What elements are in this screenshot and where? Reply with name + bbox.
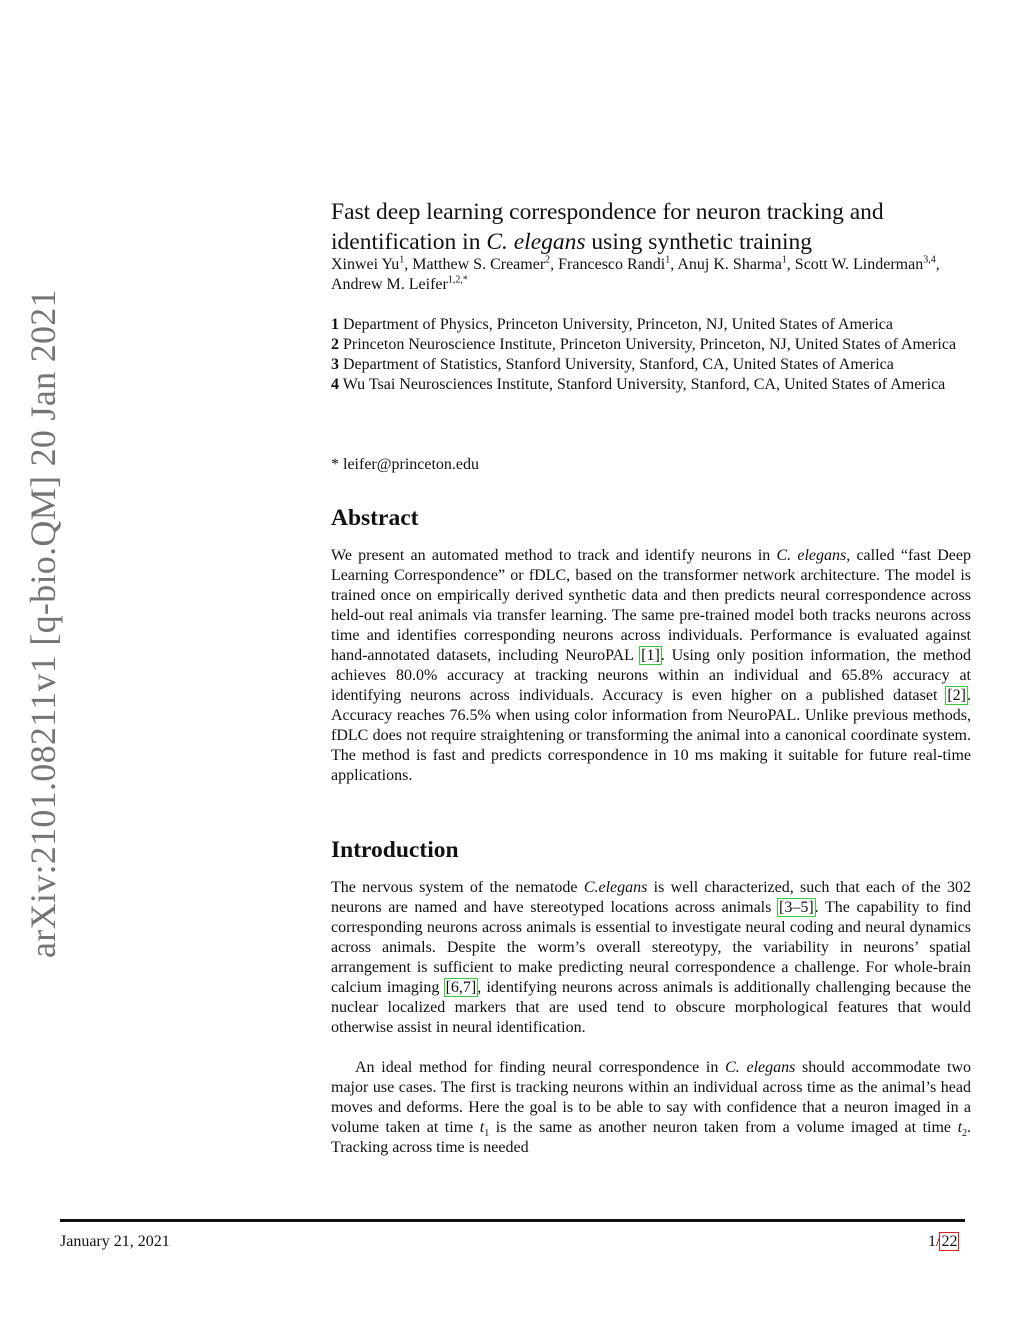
abstract-heading: Abstract [331,505,419,531]
intro-species: C. elegans [725,1059,796,1076]
author-affil: 1 [399,254,405,266]
author: Anuj K. Sharma [677,256,782,273]
citation-link[interactable]: [1] [641,647,660,664]
abstract-species: C. elegans [776,547,847,564]
author-affil: 1 [781,254,787,266]
citation-link[interactable]: [3–5] [778,899,814,916]
author-affil: 3,4 [923,254,936,266]
page-current: 1/ [928,1233,941,1250]
footer-date: January 21, 2021 [60,1233,170,1250]
affiliation-number: 2 [331,336,339,353]
time-variable: t [479,1119,485,1136]
intro-paragraph-1 [331,878,971,1038]
intro-text: is well characterized, such that each of the 302 neurons are named and have stereotyped locations across animals [331,879,972,916]
abstract-text: . Using only position information, the method achieves 80.0% accuracy at tracking neurons within an individual and 65.8% accuracy at identifying neurons across individuals. Accuracy is even higher on a published dataset [331,647,972,704]
page-number [928,1233,958,1251]
intro-text: should accommodate two major use cases. The first is tracking neurons within an individual across time as the animal’s head moves and deforms. Here the goal is to be able to say with confidence that a neuron imaged in a volume taken at time [331,1059,972,1136]
affiliation-text: Wu Tsai Neurosciences Institute, Stanford University, Stanford, CA, United States of America [342,376,946,393]
citation-link[interactable]: [6,7] [445,979,477,996]
abstract-text: . Accuracy reaches 76.5% when using color information from NeuroPAL. Unlike previous methods, fDLC does not require straightening or transforming the animal into a canonical coordinate system. The method is fast and predicts correspondence in 10 ms making it suitable for future real-time applications. [331,687,971,784]
introduction-heading: Introduction [331,837,459,863]
intro-text: . Tracking across time is needed [331,1119,972,1156]
intro-paragraph-2 [331,1058,971,1158]
affiliation-number: 3 [331,356,339,373]
author-affil: 1 [665,254,671,266]
intro-text: The nervous system of the nematode [331,879,584,896]
affiliation [331,375,971,395]
time-variable: t [957,1119,963,1136]
author-affil: 2 [545,254,551,266]
affiliation [331,315,971,335]
page-total-link[interactable]: 22 [941,1233,958,1250]
affiliation [331,335,971,355]
corresponding-email: * leifer@princeton.edu [331,456,480,473]
affiliation-text: Department of Statistics, Stanford University, Stanford, CA, United States of America [343,356,894,373]
abstract-text: , called “fast Deep Learning Correspondence” or fDLC, based on the transformer network architecture. The model is trained once on empirically derived synthetic data and then predicts neural correspondence across held-out real animals via transfer learning. The same pre-trained model both tracks neurons across time and identifies corresponding neurons across individuals. Performance is evaluated against hand-annotated datasets, including NeuroPAL [331,547,971,664]
time-subscript: 1 [484,1128,490,1140]
title-line-1: Fast deep learning correspondence for neuron tracking and [331,199,884,225]
citation-link[interactable]: [2] [947,687,966,704]
time-subscript: 2 [962,1128,968,1140]
intro-text: An ideal method for finding neural correspondence in [355,1059,726,1076]
affiliation-text: Department of Physics, Princeton University, Princeton, NJ, United States of America [343,316,893,333]
abstract-text: We present an automated method to track and identify neurons in [331,547,777,564]
title-line-2a: identification in [331,229,487,255]
author: Matthew S. Creamer [412,256,546,273]
author-affil: 1,2,* [447,274,468,286]
intro-text: . The capability to find corresponding neurons across animals is essential to investigate neural coding and neural dynamics across animals. Despite the worm’s overall stereotypy, the variability in neurons’ spatial arrangement is sufficient to make predicting neural correspondence a challenge. For whole-brain calcium imaging [331,899,972,996]
affiliation-number: 1 [331,316,339,333]
author: Francesco Randi [558,256,666,273]
author: Xinwei Yu [331,256,400,273]
author: Scott W. Linderman [794,256,924,273]
affiliation-text: Princeton Neuroscience Institute, Princeton University, Princeton, NJ, United States of America [343,336,957,353]
arxiv-stamp: arXiv:2101.08211v1 [q-bio.QM] 20 Jan 2021 [23,289,63,958]
intro-species: C.elegans [583,879,648,896]
footer-rule [60,1219,965,1222]
abstract-paragraph [331,546,971,786]
author-list: Xinwei Yu$^1$, Matthew S. Creamer$^2$, Francesco Randi$^1$, Anuj K. Sharma$^1$, Scott W. Linderman$^{3,4}$, Andrew M. Leifer$^{1,2,*}$ [331,254,940,293]
author: Andrew M. Leifer [331,276,448,293]
paper-title [331,197,971,257]
title-line-2b: using synthetic training [585,229,813,255]
affiliation-number: 4 [331,376,339,393]
intro-text: , identifying neurons across animals is additionally challenging because the nuclear localized markers that are used tend to obscure morphological features that would otherwise assist in neural identification. [331,979,971,1036]
affiliation [331,355,971,375]
title-species: C. elegans [486,229,586,255]
affiliation-list [331,315,971,395]
intro-text: is the same as another neuron taken from a volume imaged at time [489,1119,958,1136]
